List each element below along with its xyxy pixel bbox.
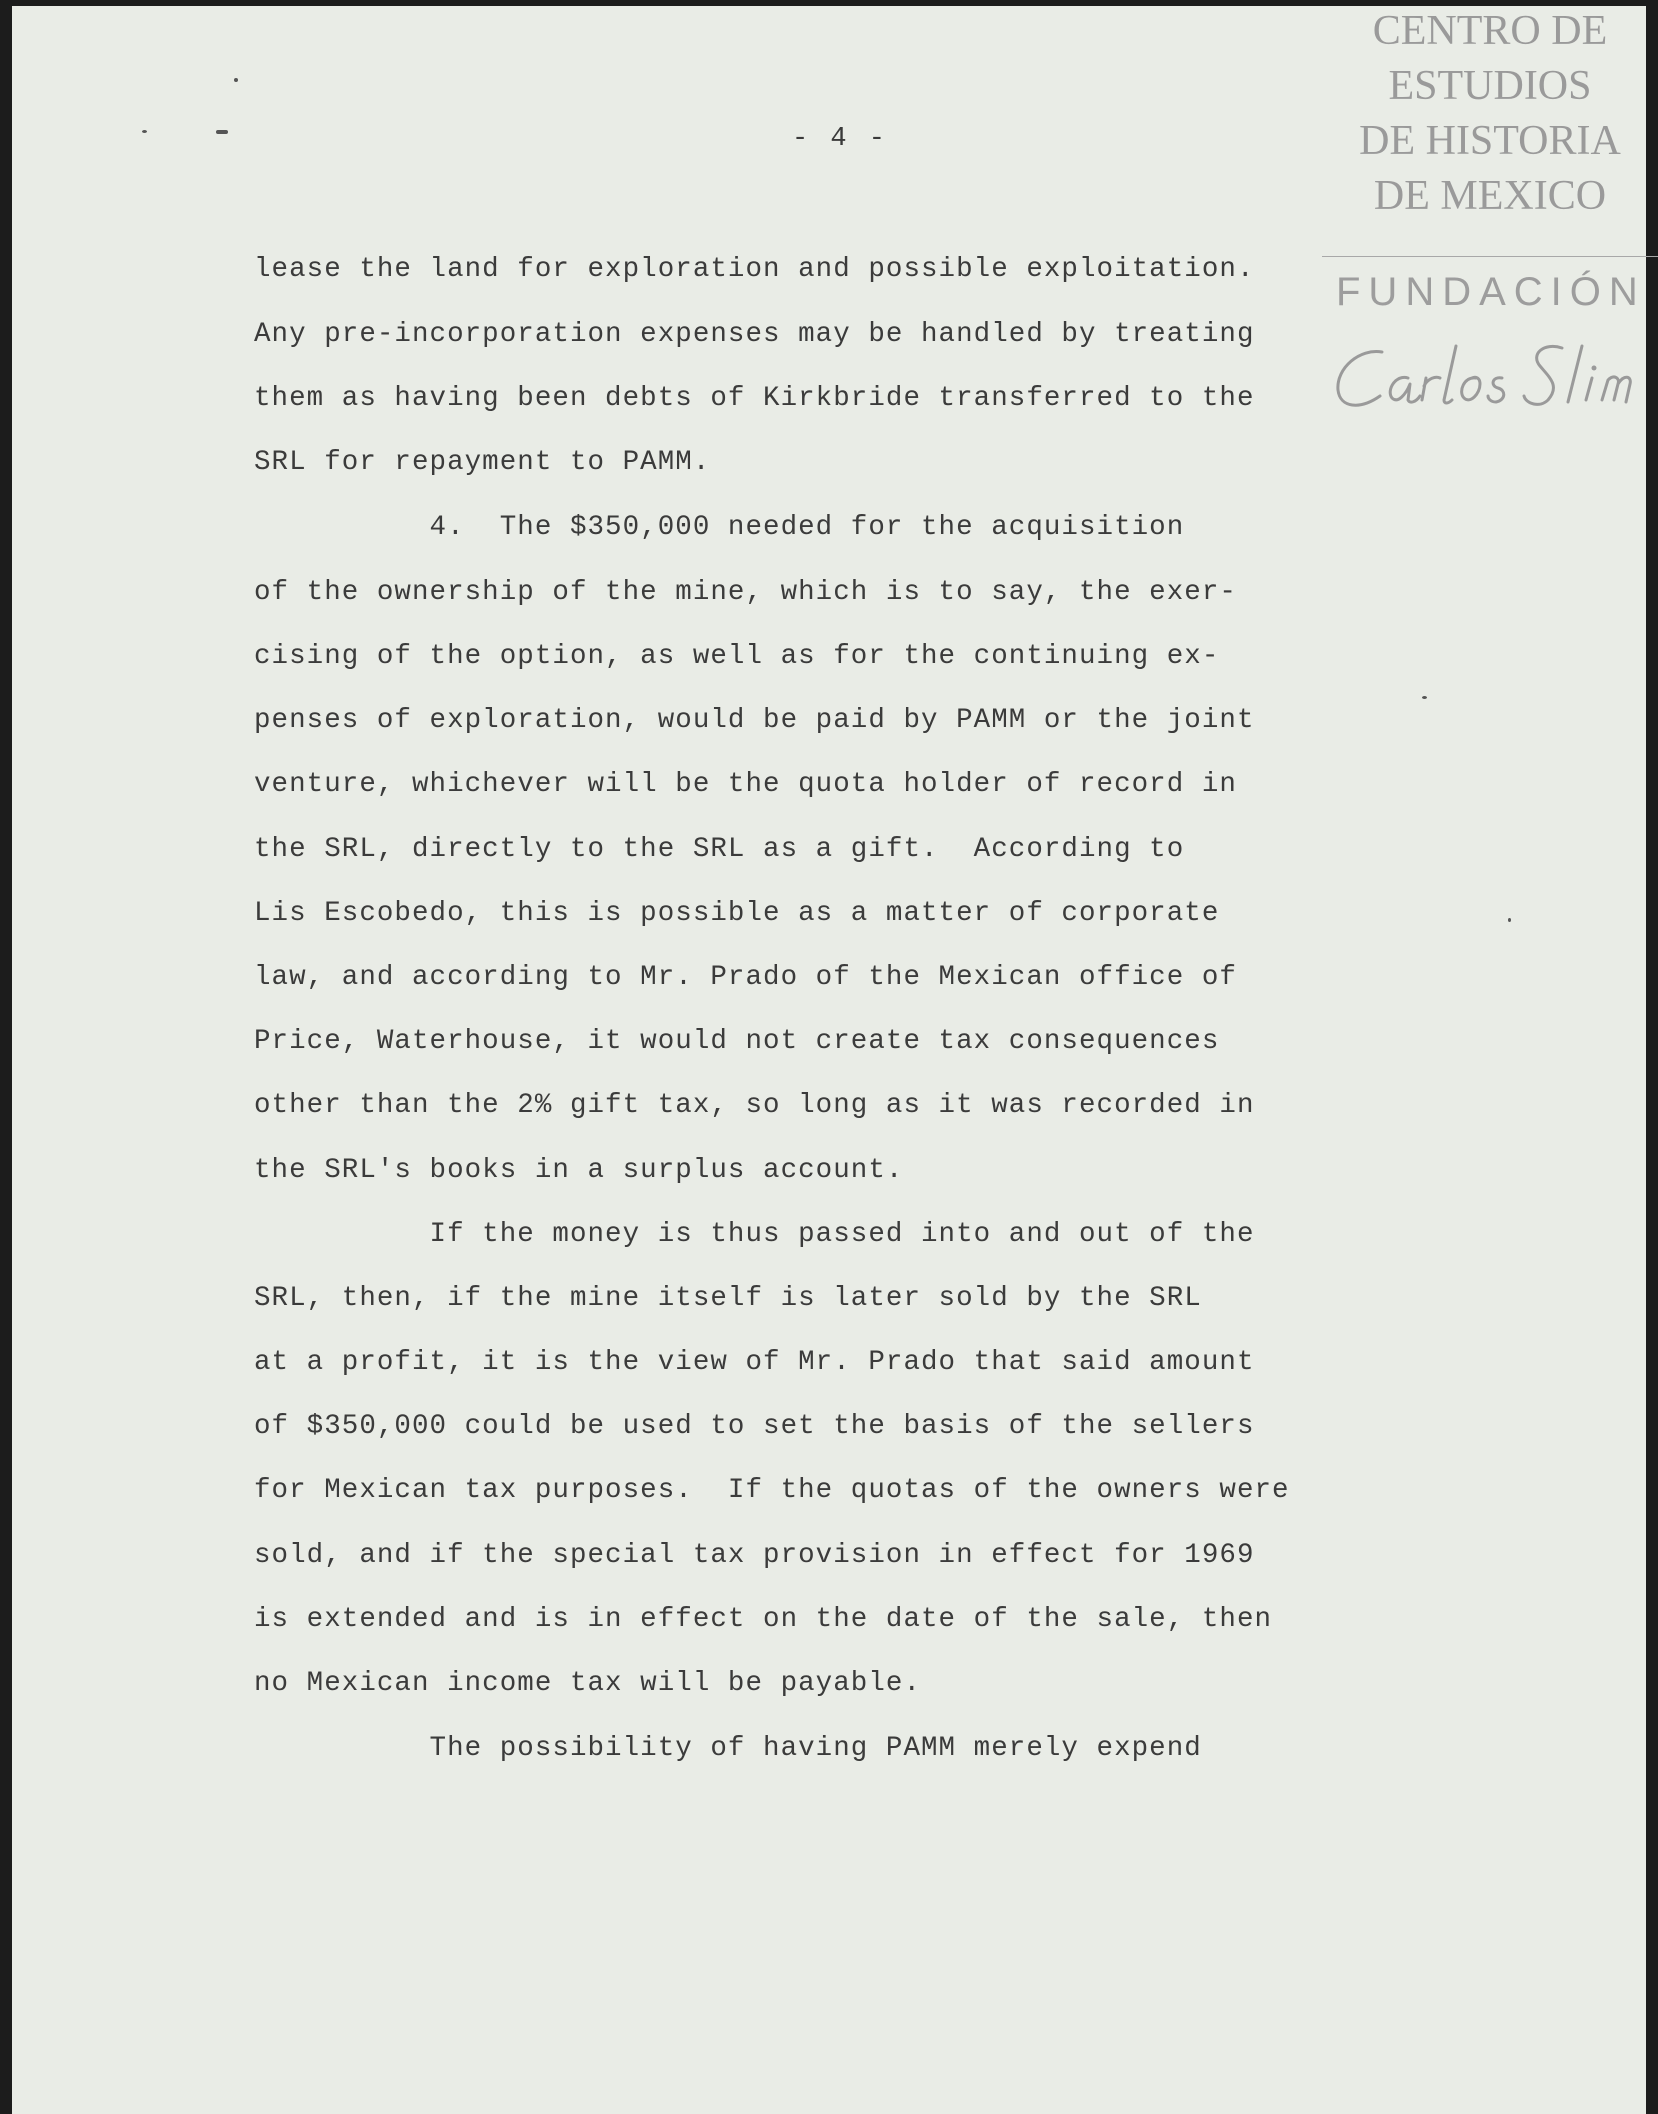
text-line: is extended and is in effect on the date of the sale, then xyxy=(254,1604,1273,1635)
page-number: - 4 - xyxy=(792,124,889,154)
ink-speck xyxy=(1508,918,1511,922)
archive-watermark xyxy=(1322,4,1658,224)
watermark-line: DE HISTORIA xyxy=(1359,118,1621,164)
text-line: them as having been debts of Kirkbride transferred to the xyxy=(254,383,1255,414)
watermark-foundation: FUNDACIÓN xyxy=(1336,270,1646,314)
text-line: other than the 2% gift tax, so long as it was recorded in xyxy=(254,1090,1255,1121)
signature-logo xyxy=(1330,338,1658,433)
text-line: lease the land for exploration and possible exploitation. xyxy=(254,254,1255,285)
ink-speck xyxy=(216,130,228,134)
text-line: Price, Waterhouse, it would not create tax consequences xyxy=(254,1026,1220,1057)
text-line: SRL for repayment to PAMM. xyxy=(254,447,711,478)
text-line: 4. The $350,000 needed for the acquisition xyxy=(254,512,1185,543)
document-page xyxy=(12,6,1646,2114)
text-line: SRL, then, if the mine itself is later sold by the SRL xyxy=(254,1283,1202,1314)
text-line: law, and according to Mr. Prado of the Mexican office of xyxy=(254,962,1237,993)
text-line: no Mexican income tax will be payable. xyxy=(254,1668,922,1699)
text-line: If the money is thus passed into and out of the xyxy=(254,1219,1255,1250)
watermark-divider xyxy=(1322,256,1658,257)
ink-speck xyxy=(142,130,147,133)
text-line: for Mexican tax purposes. If the quotas of the owners were xyxy=(254,1475,1290,1506)
text-line: Lis Escobedo, this is possible as a matter of corporate xyxy=(254,898,1220,929)
text-line: sold, and if the special tax provision in effect for 1969 xyxy=(254,1540,1255,1571)
text-line: penses of exploration, would be paid by PAMM or the joint xyxy=(254,705,1255,736)
ink-speck xyxy=(1422,696,1427,699)
ink-speck xyxy=(234,78,238,82)
text-line: of $350,000 could be used to set the basis of the sellers xyxy=(254,1411,1255,1442)
text-line: the SRL's books in a surplus account. xyxy=(254,1155,904,1186)
text-line: at a profit, it is the view of Mr. Prado that said amount xyxy=(254,1347,1255,1378)
text-line: venture, whichever will be the quota holder of record in xyxy=(254,769,1237,800)
signature-icon xyxy=(1330,338,1658,428)
watermark-line: DE MEXICO xyxy=(1373,173,1607,219)
text-line: the SRL, directly to the SRL as a gift. According to xyxy=(254,834,1185,865)
text-line: of the ownership of the mine, which is to say, the exer- xyxy=(254,577,1237,608)
text-line: Any pre-incorporation expenses may be handled by treating xyxy=(254,319,1255,350)
watermark-line: CENTRO DE xyxy=(1372,8,1608,54)
watermark-line: ESTUDIOS xyxy=(1388,63,1592,109)
text-line: The possibility of having PAMM merely expend xyxy=(254,1733,1202,1764)
text-line: cising of the option, as well as for the continuing ex- xyxy=(254,641,1220,672)
